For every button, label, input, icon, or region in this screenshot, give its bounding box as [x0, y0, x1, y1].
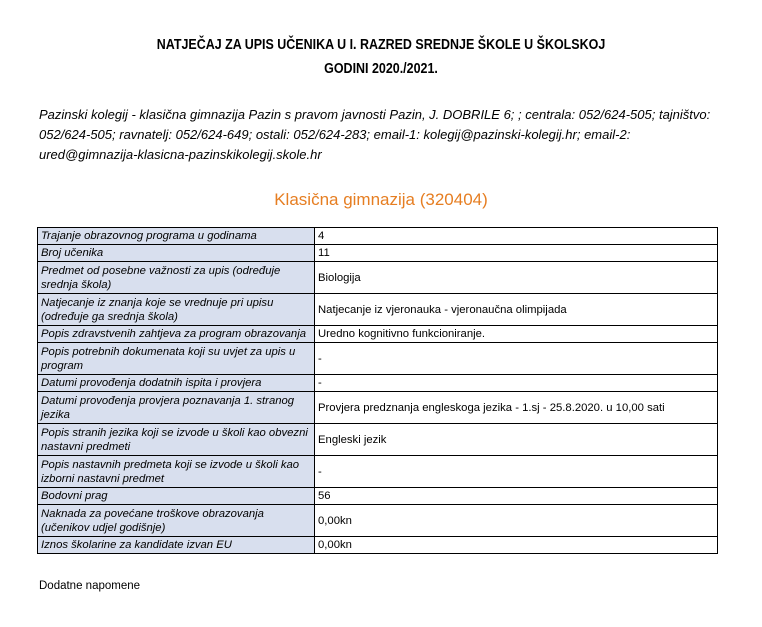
row-label: Bodovni prag [38, 488, 315, 505]
row-label: Datumi provođenja dodatnih ispita i provjera [38, 375, 315, 392]
table-row [38, 375, 718, 392]
table-row [38, 505, 718, 537]
row-label: Popis nastavnih predmeta koji se izvode u školi kao izborni nastavni predmet [38, 456, 315, 488]
row-value: Uredno kognitivno funkcioniranje. [315, 326, 718, 343]
table-row [38, 228, 718, 245]
additional-notes-label: Dodatne napomene [39, 580, 141, 592]
row-label: Datumi provođenja provjera poznavanja 1. stranog jezika [38, 392, 315, 424]
row-value: 56 [315, 488, 718, 505]
row-label: Predmet od posebne važnosti za upis (određuje srednja škola) [38, 262, 315, 294]
table-row [38, 456, 718, 488]
row-label: Trajanje obrazovnog programa u godinama [38, 228, 315, 245]
table-row [38, 245, 718, 262]
row-value: Provjera predznanja engleskoga jezika - 1.sj - 25.8.2020. u 10,00 sati [315, 392, 718, 424]
table-row [38, 392, 718, 424]
row-label: Naknada za povećane troškove obrazovanja (učenikov udjel godišnje) [38, 505, 315, 537]
row-label: Popis potrebnih dokumenata koji su uvjet za upis u program [38, 343, 315, 375]
row-label: Popis zdravstvenih zahtjeva za program obrazovanja [38, 326, 315, 343]
page-title [105, 33, 657, 81]
program-details-table [37, 227, 718, 554]
table-row [38, 343, 718, 375]
table-row [38, 424, 718, 456]
institution-info: Pazinski kolegij - klasična gimnazija Pazin s pravom javnosti Pazin, J. DOBRILE 6; ; centrala: 052/624-505; tajništvo: 052/624-505; ravnatelj: 052/624-649; ostali: 052/624-283; email-1: kolegij@pazinski-kolegij.hr; email-2: ured@gimnazija-klasicna-pazinskikolegij.skole.hr [39, 107, 711, 162]
table-row [38, 537, 718, 554]
row-value: - [315, 343, 718, 375]
row-value: 11 [315, 245, 718, 262]
table-row [38, 488, 718, 505]
row-label: Broj učenika [38, 245, 315, 262]
row-value: - [315, 375, 718, 392]
table-row [38, 262, 718, 294]
table-row [38, 294, 718, 326]
row-value: Engleski jezik [315, 424, 718, 456]
title-line-2: GODINI 2020./2021. [324, 61, 438, 77]
row-label: Popis stranih jezika koji se izvode u školi kao obvezni nastavni predmeti [38, 424, 315, 456]
row-value: 0,00kn [315, 537, 718, 554]
row-label: Iznos školarine za kandidate izvan EU [38, 537, 315, 554]
row-value: 0,00kn [315, 505, 718, 537]
row-value: Natjecanje iz vjeronauka - vjeronaučna olimpijada [315, 294, 718, 326]
row-value: 4 [315, 228, 718, 245]
row-label: Natjecanje iz znanja koje se vrednuje pri upisu (određuje ga srednja škola) [38, 294, 315, 326]
row-value: - [315, 456, 718, 488]
row-value: Biologija [315, 262, 718, 294]
table-row [38, 326, 718, 343]
program-title: Klasična gimnazija (320404) [274, 190, 488, 209]
title-line-1: NATJEČAJ ZA UPIS UČENIKA U I. RAZRED SREDNJE ŠKOLE U ŠKOLSKOJ [156, 37, 606, 53]
